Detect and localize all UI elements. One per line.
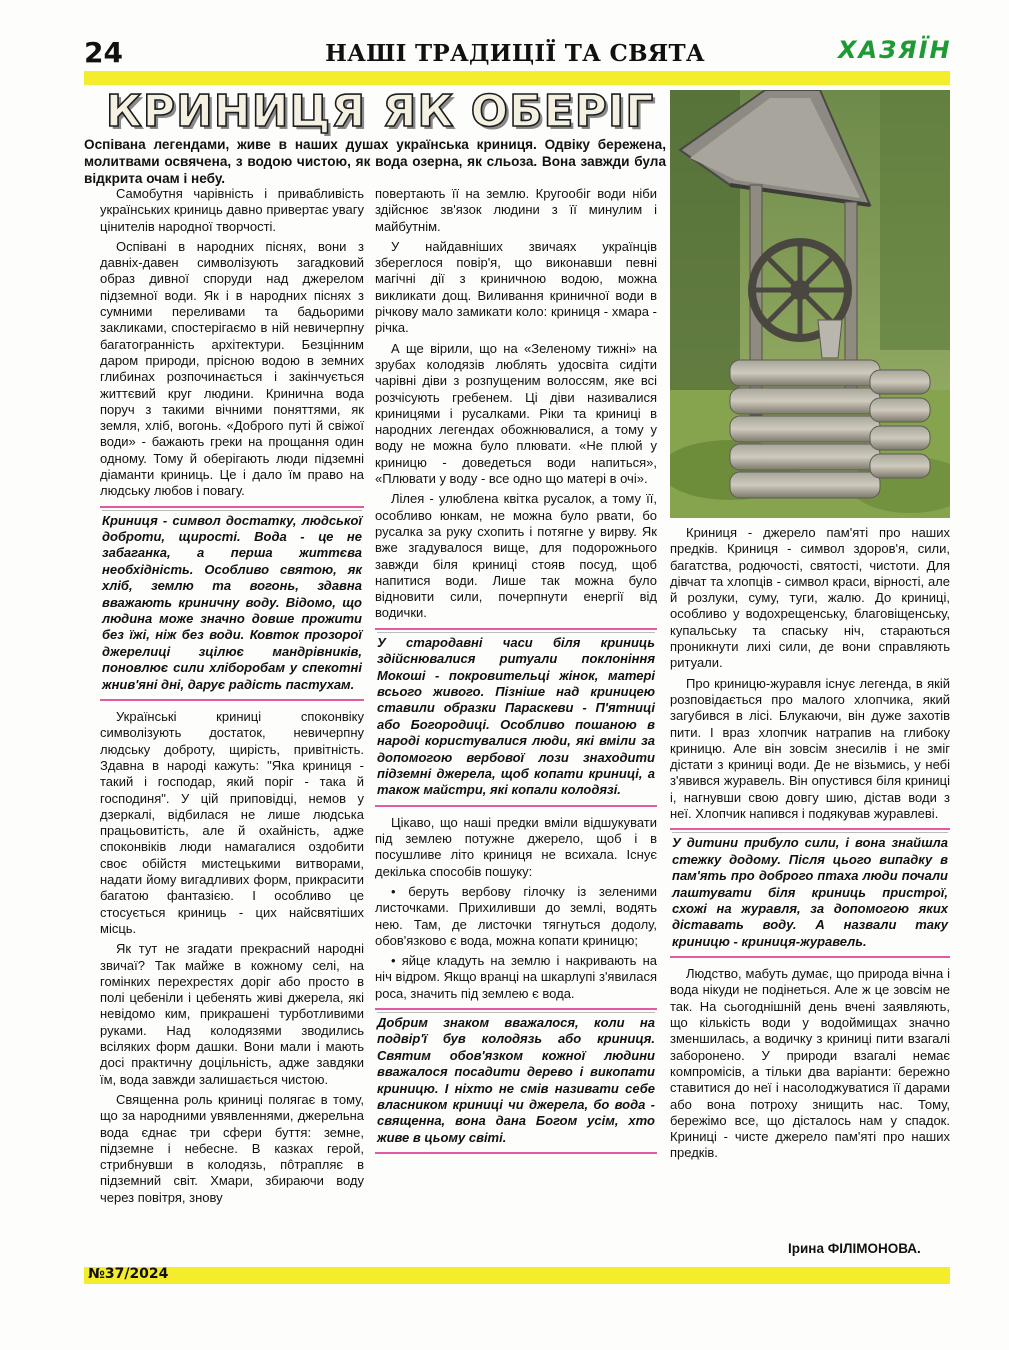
bullet-item: • беруть вербову гілочку із зеленими листочками. Прихиливши до землі, водять нею. Там, де листочки тягнуться додолу, обов'язково є вода, можна копати криницю; xyxy=(375,884,657,949)
article-lead: Оспівана легендами, живе в наших душах українська криниця. Одвіку бережена, молитвами освячена, з водою чистою, як вода озерна, як сльоза. Вона завжди була відкрита очам і небу. xyxy=(84,137,666,186)
paragraph: А ще вірили, що на «Зеленому тижні» на зрубах колодязів люблять удосвіта сидіти чарівні діви з розпущеним волоссям, яке всі розчісують гребенем. Ці діви називалися криницями і русалками. Ріки та криниці в народних легендах обожнювалися, а тому у воду не можна було плювати. «Не плюй у криницю - доведеться води напиться», «Плювати у воду - все одно що матері в очі». xyxy=(375,340,657,487)
paragraph: У найдавніших звичаях українців збереглося повір'я, що виконавши певні магічні дії з криничною водою, можна викликати дощ. Виливання криничної води в річкову мало замикати коло: криниця - хмара - річка. xyxy=(375,238,657,336)
paragraph: Самобутня чарівність і привабливість українських криниць давно привертає увагу цінителів народної творчості. xyxy=(100,186,364,234)
bullet-item: • яйце кладуть на землю і накривають на ніч відром. Якщо вранці на шкарлупі з'явилася роса, значить під землею є вода. xyxy=(375,953,657,1002)
callout-quote: У дитини прибуло сили, і вона знайшла стежку додому. Після цього випадку в пам'ять про доброго птаха люди почали лаштувати біля криниць пристрої, схожі на журавля, за допомогою яких діставать воду. А назвали таку криницю - криниця-журавель. xyxy=(670,828,950,958)
page-number: 24 xyxy=(84,36,123,69)
brand-logo: ХАЗЯЇН xyxy=(838,36,952,64)
paragraph: Як тут не згадати прекрасний народні звичаї? Так майже в кожному селі, на гомінких перехрестях доріг або просто в полі цебеніли і цебенять живі джерела, які невідомо ким, прикрашені турботливими руками. Над колодязями зводились всіляких форм дашки. Вони мали і мають досі практичну доцільність, адже завдяки їм, вода завжди залишається чистою. xyxy=(100,941,364,1087)
well-photo xyxy=(670,90,950,518)
paragraph: Оспівані в народних піснях, вони з давніх-давен символізують загадковий образ дивної споруди над джерелом підземної води. Як і в народних піснях з сумними переливами та бадьорими закликами, спостерігаємо в ній невичерпну багатогранність архітектури. Безцінним даром природи, прісною водою в земних глибинах розпочинається і закінчується життєвий круг людини. Кринична вода поруч з такими вічними поняттями, як земля, хліб, вогонь. «Доброго путі й свіжої води» - бажають греки на прощання один одному. Тому й оберігають люди підземні діаманти криниць. Це і дало їм право на людську любов і повагу. xyxy=(100,238,364,499)
column-2 xyxy=(375,186,657,1162)
issue-number: №37/2024 xyxy=(88,1266,169,1282)
paragraph: Цікаво, що наші предки вміли відшукувати під землею потужне джерело, щоб і в посушливе літо криниця не всихала. Існує декілька способів пошуку: xyxy=(375,814,657,879)
section-title: НАШІ ТРАДИЦІЇ ТА СВЯТА xyxy=(325,40,705,67)
paragraph: Лілея - улюблена квітка русалок, а тому її, особливо юнкам, не можна було рвати, бо русалка за руку схопить і потягне у вирву. Як вже згадувалося вище, для подорожнього завжди біля криниці стояв посуд, щоб напитися води. Лише так можна було відновити сили, почерпнути енергії від водички. xyxy=(375,491,657,621)
footer-rule xyxy=(84,1267,950,1284)
header-rule xyxy=(84,71,950,85)
column-3 xyxy=(670,525,950,1166)
paragraph: Людство, мабуть думає, що природа вічна і вода нікуди не подінеться. Але ж це зовсім не так. На сьогоднішній день вчені заявляють, що кількість води у водоймищах значно зменшилась, а водичку з криниці пити взагалі заборонено. У природи взагалі немає компромісів, а тільки два варіанти: бережно ставитися до неї і насолоджуватися її дарами або вона потроху знищить нас. Тому, бережімо все, що дісталось нам у спадок. Криниці - чисте джерело пам'яті про наших предків. xyxy=(670,966,950,1161)
paragraph: повертають її на землю. Кругообіг води ніби здійснює зв'язок людини з її минулим і майбутнім. xyxy=(375,186,657,234)
paragraph: Українські криниці споконвіку символізують достаток, невичерпну людську доброту, щирість, привітність. Здавна в народі кажуть: "Яка криниця - такий і господар, який поріг - така й господиня". У цій приповідці, немов у дзеркалі, відбилася не лише людська працьовитість, але й охайність, адже споконвіків люди намагалися оздобити своє обійстя мистецькими витворами, надати йому вигадливих форм, прикрасити багатою фантазією. І особливо це стосується криниць - цих найсвятіших місць. xyxy=(100,709,364,936)
article-headline: КРИНИЦЯ ЯК ОБЕРІГ xyxy=(105,86,655,137)
callout-quote: У стародавні часи біля криниць здійснювалися ритуали поклоніння Мокоші - покровительці жінок, матері всього живого. Пізніше над криницею ставили образки Параскеви - П'ятниці або Богородиці. Особливо пошаною в народі користувалися люди, які вміли за допомогою вербової лози знаходити підземні джерела, щоб копати криниці, а також майстри, які копали колодязі. xyxy=(375,628,657,807)
paragraph: Криниця - джерело пам'яті про наших предків. Криниця - символ здоров'я, сили, багатства, родючості, святості, чистоти. Для дівчат та хлопців - символ краси, вірності, але й розлуки, суму, туги, жалю. До криниці, особливо у водохрещенську, благовіщенську, купальську та спаську ніч, стараються проникнути лихі сили, де вони справляють ритуали. xyxy=(670,525,950,671)
callout-quote: Добрим знаком вважалося, коли на подвір'ї був колодязь або криниця. Святим обов'язком кожної людини вважалося посадити дерево і викопати криницю. І ніхто не смів називати себе власником криниці чи джерела, бо вода - священна, вона дана Богом усім, хто живе в цьому світі. xyxy=(375,1008,657,1154)
column-1 xyxy=(100,186,364,1210)
paragraph: Священна роль криниці полягає в тому, що за народними увявленнями, джерельна вода єднає три сфери буття: земне, підземне і небесне. В казках герой, стрибнувши в колодязь, пôтрапляє в підземний світ. Хмари, збираючи воду через повітря, знову xyxy=(100,1091,364,1205)
callout-quote: Криниця - символ достатку, людської доброти, щирості. Вода - це не забаганка, а перша життєва необхідність. Особливо святою, як хліб, землю та вогонь, здавна вважають криничну воду. Відомо, що людина може значно довше прожити без їжі, ніж без води. Ковток прозорої джерелиці зцілює мандрівників, поновлює сили хліборобам у спекотні жнив'яні дні, дарує радість пастухам. xyxy=(100,506,364,701)
paragraph: Про криницю-журавля існує легенда, в якій розповідається про малого хлопчика, який загубився в лісі. Блукаючи, він дуже захотів пити. І враз хлопчик натрапив на глибоку криницю. Але він зовсім знесилів і не зміг дістати з криниці води. Де не візьмись, у небі з'явився журавель. Він опустився біля криниці і, нагнувши свою довгу шию, дістав води з неї. Хлопчик напився і подякував журавлеві. xyxy=(670,675,950,822)
author-signature: Ірина ФІЛІМОНОВА. xyxy=(788,1241,921,1256)
photo-well-icon xyxy=(670,90,950,518)
